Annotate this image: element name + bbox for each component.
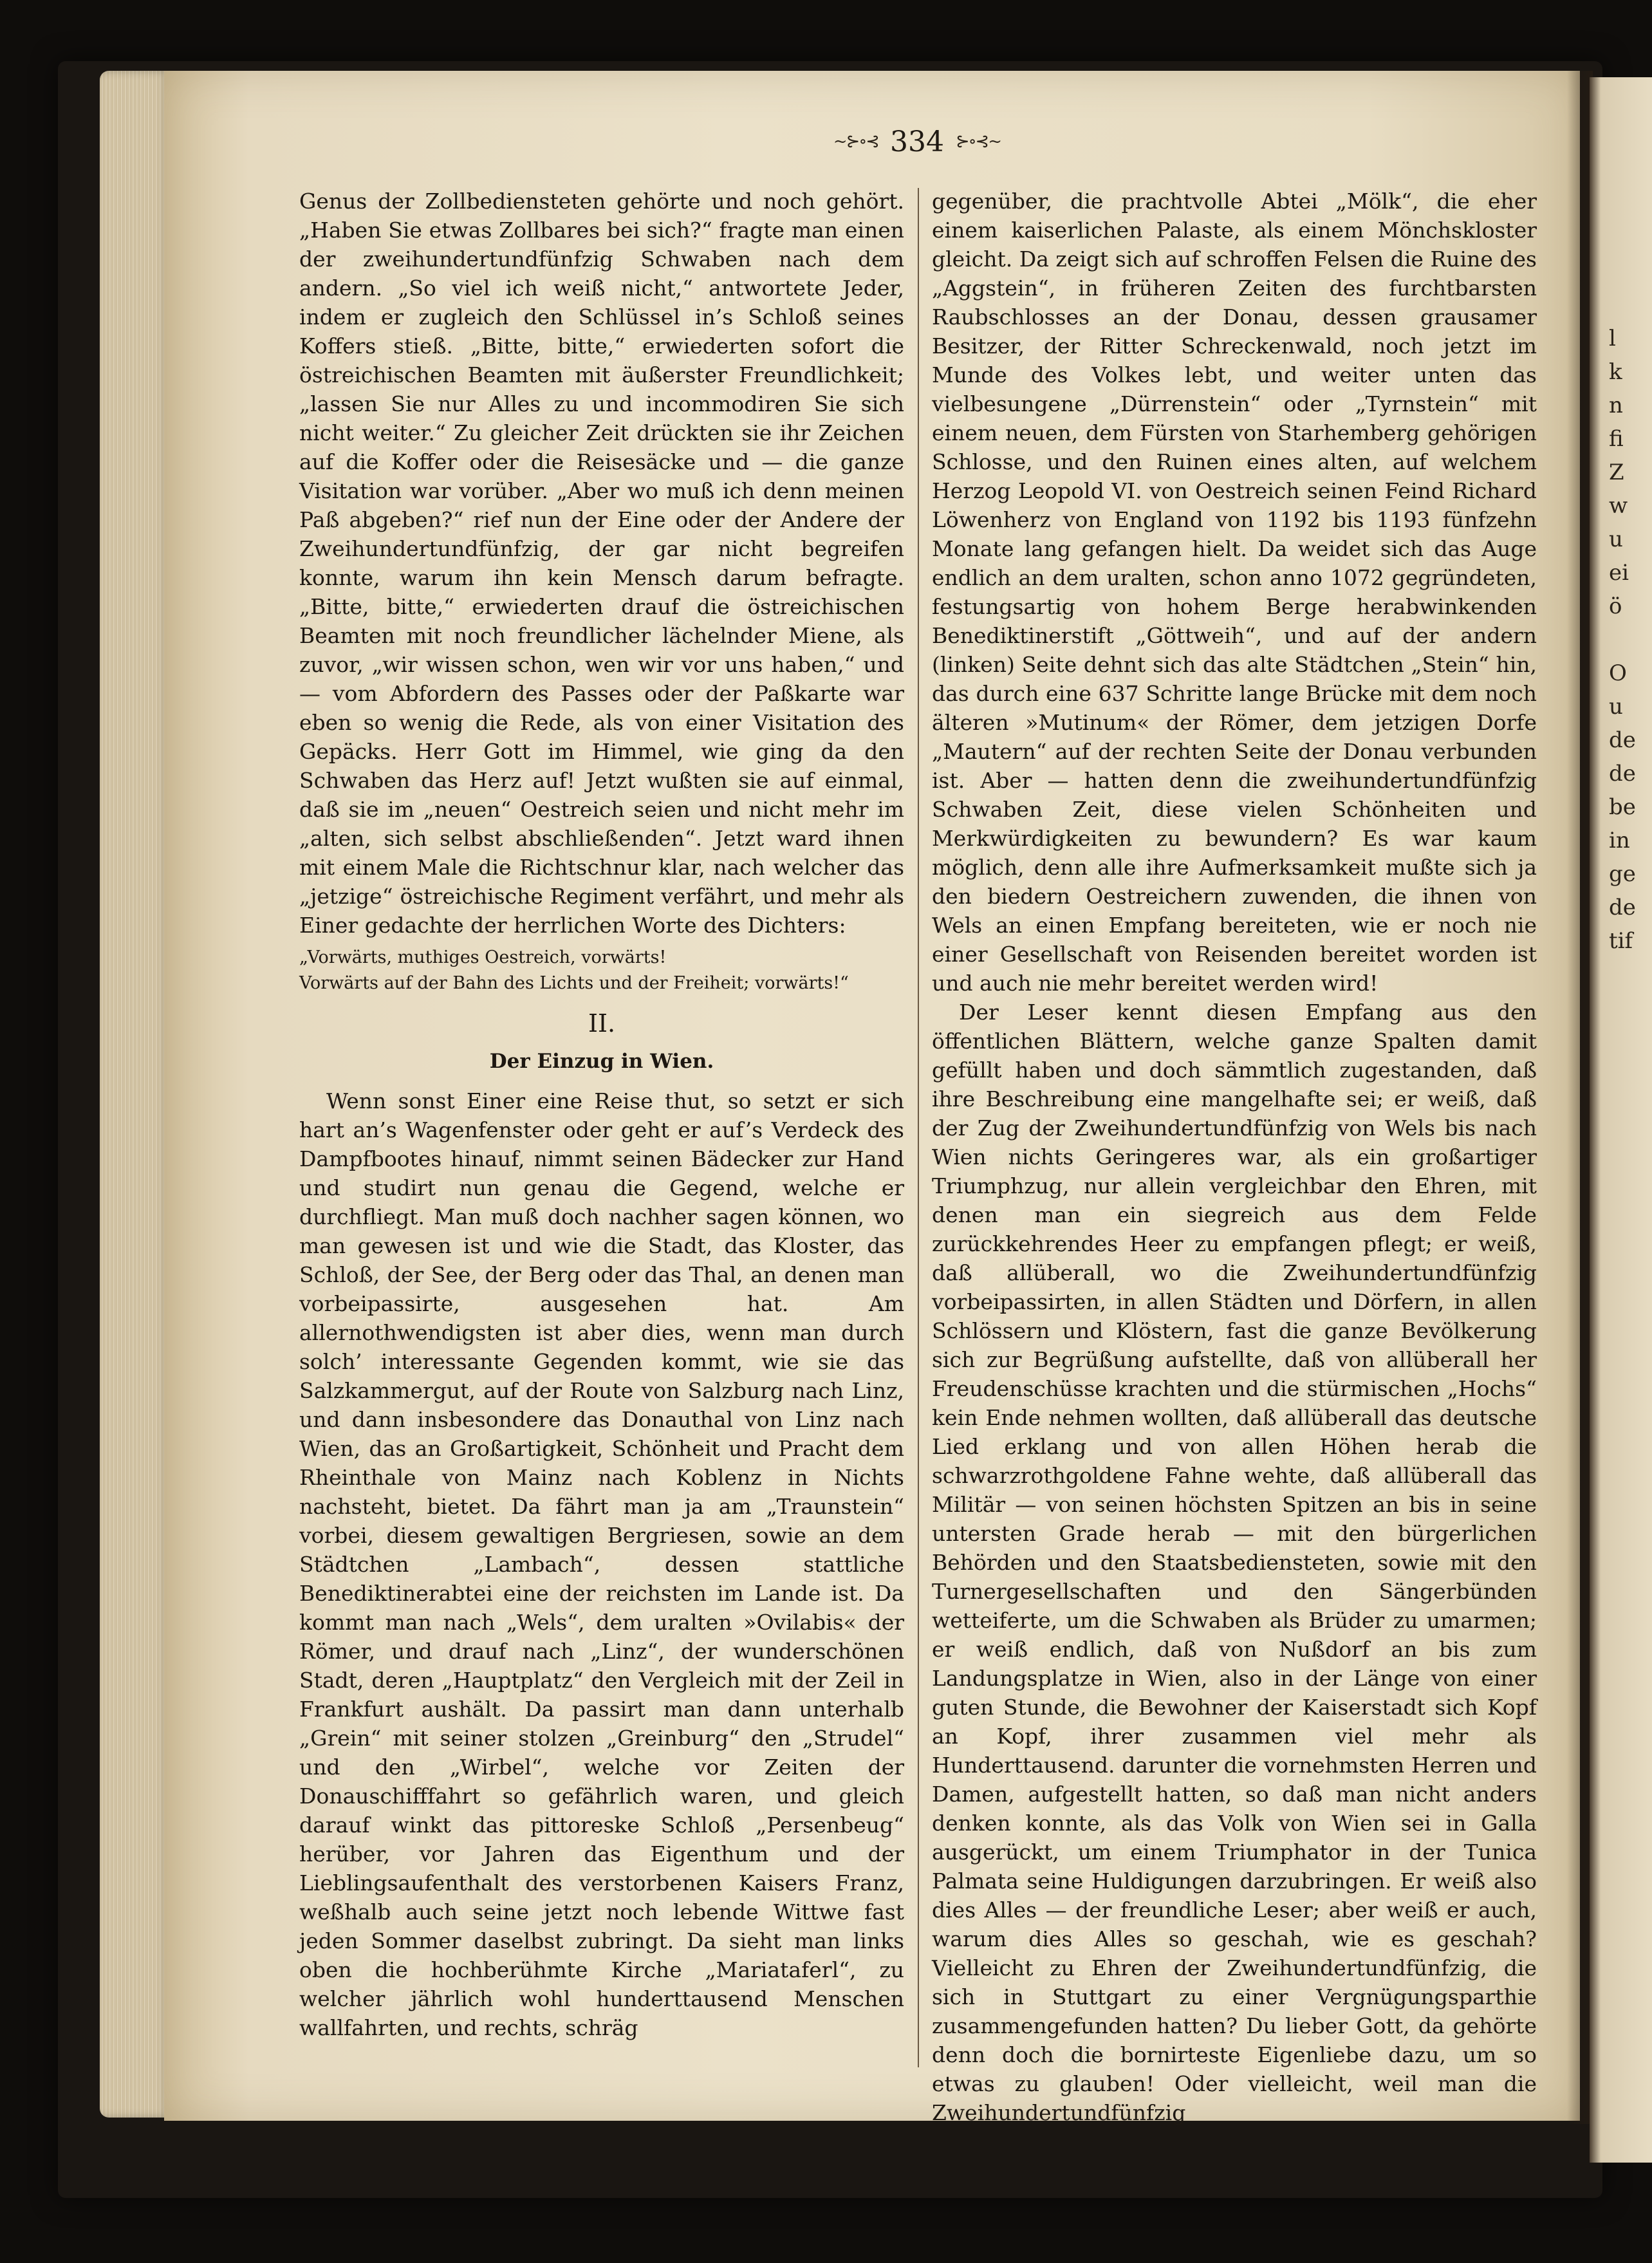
right-page-fragments: l k n fi Z w u ei ö O u de de be in ge de tif [1609, 326, 1636, 954]
book-spine [1567, 71, 1593, 2124]
poem-quote [299, 945, 904, 996]
poem-line-1: „Vorwärts, muthiges Oestreich, vorwärts! [299, 947, 667, 967]
header-ornament-left: ~⊱∘⊰ [833, 132, 878, 151]
left-paragraph-1: Genus der Zollbediensteten gehörte und noch gehört. „Haben Sie etwas Zollbares bei sich?“ fragte man einen der zweihundertundfünfzig Schwaben nach dem andern. „So viel ich weiß nicht,“ antwortete Jeder, indem er zugleich den Schlüssel in’s Schloß seines Koffers stieß. „Bitte, bitte,“ erwiederten sofort die östreichischen Beamten mit äußerster Freundlichkeit; „lassen Sie nur Alles zu und incommodiren Sie sich nicht weiter.“ Zu gleicher Zeit drückten sie ihr Zeichen auf die Koffer oder die Reisesäcke und — die ganze Visitation war vorüber. „Aber wo muß ich denn meinen Paß abgeben?“ rief nun der Eine oder der Andere der Zweihundertundfünfzig, der gar nicht begreifen konnte, warum ihn kein Mensch darum befragte. „Bitte, bitte,“ erwiederten drauf die östreichischen Beamten mit noch freundlicher lächelnder Miene, als zuvor, „wir wissen schon, wen wir vor uns haben,“ und — vom Abfordern des Passes oder der Paßkarte war eben so wenig die Rede, als von einer Visitation des Gepäcks. Herr Gott im Himmel, wie ging da den Schwaben das Herz auf! Jetzt wußten sie auf einmal, daß sie im „neuen“ Oestreich seien und nicht mehr im „alten, sich selbst abschließenden“. Jetzt ward ihnen mit einem Male die Richtschnur klar, nach welcher das „jetzige“ östreichische Regiment verfährt, und mehr als Einer gedachte der herrlichen Worte des Dichters: [299, 189, 904, 938]
column-divider [918, 188, 919, 2067]
page-edges [100, 71, 171, 2118]
right-column [932, 187, 1537, 2125]
left-column [299, 187, 904, 2066]
right-paragraph-1: gegenüber, die prachtvolle Abtei „Mölk“, die eher einem kaiserlichen Palaste, als einem Mönchskloster gleicht. Da zeigt sich auf schroffen Felsen die Ruine des „Aggstein“, in früheren Zeiten des furchtbarsten Raubschlosses an der Donau, dessen grausamer Besitzer, der Ritter Schreckenwald, noch jetzt im Munde des Volkes lebt, und weiter unten das vielbesungene „Dürrenstein“ oder „Tyrnstein“ mit einem neuen, dem Fürsten von Starhemberg gehörigen Schlosse, und den Ruinen eines alten, auf welchem Herzog Leopold VI. von Oestreich seinen Feind Richard Löwenherz von England von 1192 bis 1193 fünfzehn Monate lang gefangen hielt. Da weidet sich das Auge endlich an dem uralten, schon anno 1072 gegründeten, festungsartig von hohem Berge herabwinkenden Benediktinerstift „Göttweih“, und auf der andern (linken) Seite dehnt sich das alte Städtchen „Stein“ hin, das durch eine 637 Schritte lange Brücke mit dem noch älteren »Mutinum« der Römer, dem jetzigen Dorfe „Mautern“ auf der rechten Seite der Donau verbunden ist. Aber — hatten denn die zweihundertundfünfzig Schwaben Zeit, diese vielen Schönheiten und Merkwürdigkeiten zu bewundern? Es war kaum möglich, denn alle ihre Aufmerksamkeit mußte sich ja den biedern Oestreichern zuwenden, die ihnen von Wels an einen Empfang bereiteten, wie er noch nie einer Gesellschaft von Reisenden bereitet worden ist und auch nie mehr bereitet werden wird! [932, 189, 1537, 996]
right-paragraph-2: Der Leser kennt diesen Empfang aus den öffentlichen Blättern, welche ganze Spalten damit gefüllt haben und doch sämmtlich zugestanden, daß ihre Beschreibung eine mangelhafte sei; er weiß, daß der Zug der Zweihundertundfünfzig von Wels bis nach Wien nichts Geringeres war, als ein großartiger Triumphzug, nur allein vergleichbar den Ehren, mit denen man ein siegreich aus dem Felde zurückkehrendes Heer zu empfangen pflegt; er weiß, daß allüberall, wo die Zweihundertundfünfzig vorbeipassirten, in allen Städten und Dörfern, in allen Schlössern und Klöstern, fast die ganze Bevölkerung sich zur Begrüßung aufstellte, daß von allüberall her Freudenschüsse krachten und die stürmischen „Hochs“ kein Ende nehmen wollten, daß allüberall das deutsche Lied erklang und von allen Höhen herab die schwarzrothgoldene Fahne wehte, daß allüberall das Militär — von seinen höchsten Spitzen an bis in seine untersten Grade herab — mit den bürgerlichen Behörden und den Staatsbediensteten, sowie mit den Turnergesellschaften und den Sängerbünden wetteiferte, um die Schwaben als Brüder zu umarmen; er weiß endlich, daß von Nußdorf an bis zum Landungsplatze in Wien, also in der Länge von einer guten Stunde, die Bewohner der Kaiserstadt sich Kopf an Kopf, ihrer zusammen viel mehr als Hunderttausend. darunter die vornehmsten Herren und Damen, aufgestellt hatten, so daß man nicht anders denken konnte, als das Volk von Wien sei in Galla ausgerückt, um einem Triumphator in der Tunica Palmata seine Huldigungen darzubringen. Er weiß also dies Alles — der freundliche Leser; aber weiß er auch, warum dies Alles so geschah, wie es geschah? Vielleicht zu Ehren der Zweihundertundfünfzig, die sich in Stuttgart zu einer Vergnügungsparthie zusammengefunden hatten? Du lieber Gott, da gehörte denn doch die bornirteste Eigenliebe dazu, um so etwas zu glauben! Oder vielleicht, weil man die Zweihundertundfünfzig [932, 1000, 1537, 2125]
header-ornament-right: ⊱∘⊰~ [955, 132, 1001, 151]
page-number: 334 [890, 125, 944, 158]
section-number: II. [588, 1009, 616, 1038]
page-header [811, 122, 1023, 161]
right-page-sliver [1590, 77, 1652, 2163]
section-title: Der Einzug in Wien. [489, 1050, 714, 1073]
left-paragraph-2: Wenn sonst Einer eine Reise thut, so setzt er sich hart an’s Wagenfenster oder geht er auf’s Verdeck des Dampfbootes hinauf, nimmt seinen Bädecker zur Hand und studirt nun genau die Gegend, welche er durchfliegt. Man muß doch nachher sagen können, wo man gewesen ist und wie die Stadt, das Kloster, das Schloß, der See, der Berg oder das Thal, an denen man vorbeipassirte, ausgesehen hat. Am allernothwendigsten ist aber dies, wenn man durch solch’ interessante Gegenden kommt, wie sie das Salzkammergut, auf der Route von Salzburg nach Linz, und dann insbesondere das Donauthal von Linz nach Wien, das an Großartigkeit, Schönheit und Pracht dem Rheinthale von Mainz nach Koblenz in Nichts nachsteht, bietet. Da fährt man ja am „Traunstein“ vorbei, diesem gewaltigen Bergriesen, sowie an dem Städtchen „Lambach“, dessen stattliche Benediktinerabtei eine der reichsten im Lande ist. Da kommt man nach „Wels“, dem uralten »Ovilabis« der Römer, und drauf nach „Linz“, der wunderschönen Stadt, deren „Hauptplatz“ den Vergleich mit der Zeil in Frankfurt aushält. Da passirt man dann unterhalb „Grein“ mit seiner stolzen „Greinburg“ den „Strudel“ und den „Wirbel“, welche vor Zeiten der Donauschifffahrt so gefährlich waren, und gleich darauf winkt das pittoreske Schloß „Persenbeug“ herüber, vor Jahren das Eigenthum und der Lieblingsaufenthalt des verstorbenen Kaisers Franz, weßhalb auch seine jetzt noch lebende Wittwe fast jeden Sommer daselbst zubringt. Da sieht man links oben die hochberühmte Kirche „Mariataferl“, zu welcher jährlich wohl hunderttausend Menschen wallfahrten, und rechts, schräg [299, 1088, 904, 2040]
poem-line-2: Vorwärts auf der Bahn des Lichts und der Freiheit; vorwärts!“ [299, 973, 849, 993]
